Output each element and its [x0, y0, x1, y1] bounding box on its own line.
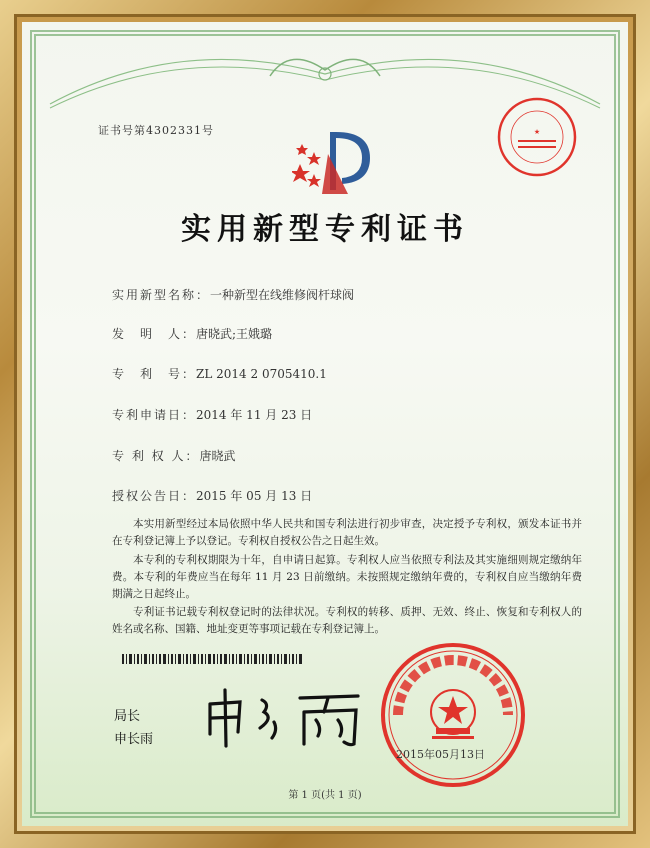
field-value: 唐晓武;王娥璐: [196, 327, 273, 341]
field-value: ZL 2014 2 0705410.1: [196, 367, 327, 381]
paragraph-term: 本专利的专利权期限为十年，自申请日起算。专利权人应当依照专利法及其实施细则规定缴纳年费。本专利的年费应当在每年 11 月 23 日前缴纳。未按照规定缴纳年费的，专利权自应当缴纳年费期满之日起终止。: [112, 554, 582, 600]
state-ip-office-seal: [378, 640, 528, 790]
signatory-title: 局长: [114, 709, 141, 724]
handwritten-signature: [200, 682, 370, 752]
patent-office-logo: [292, 124, 382, 194]
paragraph-legal-status: 专利证书记载专利权登记时的法律状况。专利权的转移、质押、无效、终止、恢复和专利权人的姓名或名称、国籍、地址变更等事项记载在专利登记簿上。: [112, 606, 582, 635]
field-label: 授权公告日：: [112, 489, 197, 503]
field-value: 唐晓武: [199, 449, 236, 463]
field-value: 2015 年 05 月 13 日: [196, 489, 313, 503]
barcode: [122, 654, 302, 664]
page-number: 第 1 页(共 1 页): [288, 790, 362, 801]
field-patentee: [112, 447, 235, 464]
paragraph-grant: 本实用新型经过本局依照中华人民共和国专利法进行初步审查，决定授予专利权，颁发本证书并在专利登记簿上予以登记。专利权自授权公告之日起生效。: [112, 518, 582, 547]
field-label: 发 明 人：: [112, 327, 197, 341]
field-utility-model-name: [112, 286, 354, 303]
field-label: 实用新型名称：: [112, 288, 211, 302]
seal-date: 2015年05月13日: [396, 748, 485, 761]
field-patent-number: [112, 365, 327, 382]
field-value: 一种新型在线维修阀杆球阀: [210, 288, 355, 302]
field-grant-date: [112, 487, 312, 504]
signatory-name: 申长雨: [114, 732, 154, 747]
field-application-date: [112, 406, 312, 423]
field-value: 2014 年 11 月 23 日: [196, 408, 313, 422]
field-inventor: [112, 325, 272, 342]
certificate-title: 实用新型专利证书: [181, 212, 469, 247]
field-label: 专 利 权 人：: [112, 449, 200, 463]
certificate-paper: [22, 22, 628, 826]
field-label: 专 利 号：: [112, 367, 197, 381]
agency-seal: [496, 96, 578, 178]
svg-text:★: ★: [533, 128, 541, 136]
certificate-number: 证书号第4302331号: [98, 124, 214, 137]
field-label: 专利申请日：: [112, 408, 197, 422]
